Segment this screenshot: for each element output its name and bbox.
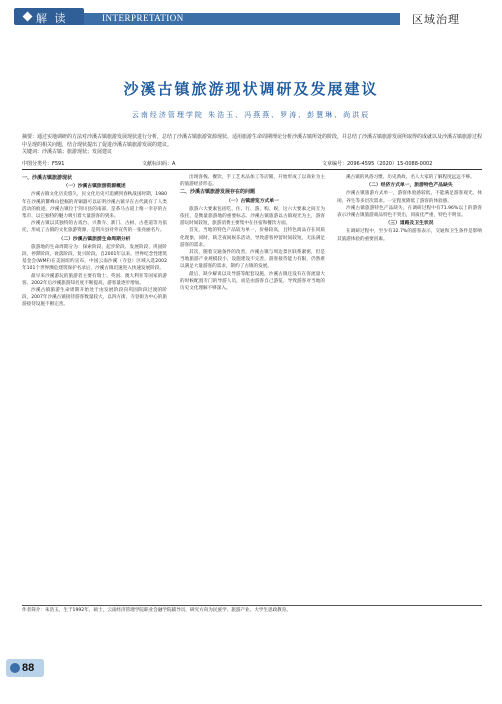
- paragraph: 出现客栈、餐饮、手工艺术品加工等店铺，开始形成了以商业为主的旅游经济形态。: [180, 175, 325, 188]
- abstract: [22, 134, 482, 157]
- category-label: 区域治理: [412, 13, 460, 26]
- paragraph: 沙溪古镇旅游生命周期开始处于由发展阶段向巩固阶段过渡的阶段，2007年沙溪古镇接待游客数量较大，以四方街、寺登街为中心的旅游接待设施不断完善。: [22, 288, 167, 308]
- footnote-divider: [22, 605, 482, 606]
- article-authors: 云南经济管理学院 朱浩玉、冯燕燕、罗涛、彭慧琳、尚洪辰: [131, 111, 371, 119]
- class-number: 中图分类号：F591: [22, 161, 65, 167]
- paragraph: 沙溪古镇旅游方式单一，游客体验感较低，不能满足游客观光、休闲、养生等多层次需求。一定程度降低了游客的体验感。: [337, 191, 482, 204]
- paragraph: 最早来沙溪游玩的旅游者主要有瑞士、英国、澳大利亚等国家的游客。2002年后沙溪旅游知名度不断提高，游客量逐步增加。: [22, 273, 167, 286]
- article-title: 沙溪古镇旅游现状调研及发展建议: [123, 80, 379, 98]
- paragraph: 其次，随着交通条件的改善，沙溪古镇与周边景区联系紧密，但是当地旅游产业规模较小，设施建设不完善，游客接待能力有限，仍然难以满足大量游客的需求，制约了古镇的发展。: [180, 250, 325, 270]
- author-footnote: 作者简介：朱浩玉，生于1992年，硕士，云南经济管理学院职业会融学院辅导员，研究方向为民族学、旅游产业、大学生思政教育。: [22, 608, 291, 613]
- paragraph: 沙溪古镇旅游特色产品缺失，在调研过程中有71.96%以上的游客表示沙溪古镇旅游商品特色不突出，同质化严重，特色不明显。: [337, 205, 482, 219]
- paragraph: 旅游六大要素包括吃、住、行、游、购、娱，这六大要素之间互为依托，是衡量旅游地的重要标志。沙溪古镇旅游以古镇观光为主，游客游玩时间较短，旅游消费主要集中在住宿和餐饮方面。: [180, 206, 325, 227]
- subsection-heading: （一）古镇游览方式单一: [226, 198, 279, 204]
- page-number-badge: [6, 659, 44, 677]
- subsection-heading: （二）经济方式单一，旅游特色产品缺失: [366, 183, 453, 189]
- section-label: 解 读: [36, 12, 68, 25]
- document-code: 文献标识码：A: [142, 161, 176, 167]
- subsection-heading: （二）沙溪古镇旅游生命周期分析: [58, 236, 131, 242]
- paragraph: 沙溪古镇文化历史悠久，民文化历史可追溯到春秋战国时期，1980年在沙溪的鳌峰山挖掘的青铜器可以证明沙溪古镇早在古代就有了人类活动的痕迹。沙溪古镇位于剑川县的南部，是茶马古道上唯一幸存的古集市，以它独特的魅力吸引着大量游客的到来。: [22, 192, 167, 220]
- paragraph: 溪古镇的风俗习惯、历史典故、名人大家的了解程度远远不够。: [346, 175, 475, 180]
- article-meta: [22, 160, 482, 168]
- page-header: [0, 8, 502, 26]
- abstract-text: 摘要：通过实地调研的方法对沙溪古镇旅游发展现状进行分析，总结了沙溪古镇旅游资源现状、适用旅游生命周期理论分析沙溪古镇所处的阶段，并总结了沙溪古镇旅游发展所取得的成就以及沙溪古镇旅游过程中呈现的相关问题，结合现状提出了促进沙溪古镇旅游发展的建议。: [22, 134, 483, 148]
- column-right: [337, 174, 482, 243]
- paragraph: 首先，当地的特色产品较为单一，价格较高，且特色商品存在同质化现象，同时，缺乏夜间娱乐活动，导致游客停留时间较短，无法满足游客的需求。: [180, 228, 325, 248]
- subsection-heading: （一）沙溪古镇旅游资源概述: [63, 184, 126, 190]
- divider: [22, 169, 482, 170]
- section-heading: 一、沙溪古镇旅游现状: [22, 175, 73, 181]
- paragraph: 最后，缺少解说以及导游等配套设施，沙溪古镇还没有在客流量大的时候配置专门的导游人员，而是由游客自己游览，导致游客对当地的历史文化理解不够深入。: [180, 271, 325, 292]
- circle-icon: [10, 663, 20, 673]
- page-number: 88: [22, 662, 35, 674]
- article-number: 文章编号：2096-4595（2020）15-0088-0002: [322, 161, 433, 167]
- keywords: 关键词：沙溪古镇；旅游现状；发展建议: [22, 149, 113, 156]
- paragraph: 旅游地的生命周期分为：探索阶段、起步阶段、发展阶段、巩固阶段、停滞阶段、衰落阶段、复兴阶段。自2001年以来，世界纪念性建筑基金会(WMF)在美国纽约宣布，中国云南沙溪（寺登）区域入选2002年101个世界濒危建筑保护名录后，沙溪古镇迅速进入快速发展阶段。: [22, 244, 167, 272]
- subsection-heading: （三）道路及卫生状况: [385, 221, 434, 227]
- section-heading: 二、沙溪古镇旅游发展存在的问题: [180, 189, 256, 196]
- column-left: [22, 174, 167, 309]
- paragraph: 在调研过程中，至少有32.7%的游客表示，交通和卫生条件是影响其旅游体验的重要因素。: [337, 229, 482, 242]
- paragraph: 沙溪古镇以其独特的古戏台、兴教寺、寨门、古树、古巷道等为依托，形成了古镇的文化旅游资源，是剑川县对外宣传的一张亮丽名片。: [22, 221, 167, 234]
- column-middle: [180, 174, 325, 292]
- section-label-en: INTERPRETATION: [102, 13, 184, 23]
